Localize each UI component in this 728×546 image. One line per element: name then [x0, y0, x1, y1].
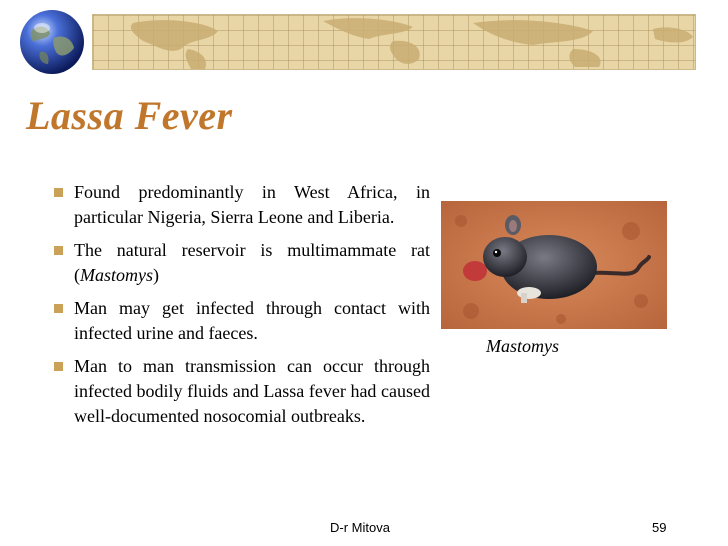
world-map-icon — [93, 15, 695, 69]
image-caption: Mastomys — [486, 336, 559, 356]
bullet-item — [52, 180, 430, 230]
bullet-text: Man to man transmission can occur through infected bodily fluids and Lassa fever had caused well-documented nosocomial outbreaks. — [74, 356, 430, 426]
globe-icon — [18, 8, 86, 76]
square-bullet-icon — [54, 304, 63, 313]
footer-author: D-r Mitova — [330, 520, 390, 535]
bullet-text: Man may get infected through contact with infected urine and faeces. — [74, 298, 430, 343]
square-bullet-icon — [54, 362, 63, 371]
slide-title: Lassa Fever — [26, 93, 233, 138]
square-bullet-icon — [54, 246, 63, 255]
square-bullet-icon — [54, 188, 63, 197]
world-map-banner — [92, 14, 696, 70]
bullet-italic-term: Mastomys — [80, 265, 153, 285]
rat-photo — [441, 201, 667, 329]
bullet-text: Found predominantly in West Africa, in particular Nigeria, Sierra Leone and Liberia. — [74, 182, 430, 227]
bullet-item — [52, 354, 430, 429]
bullet-item — [52, 238, 430, 288]
page-number: 59 — [652, 520, 667, 535]
bullet-list — [52, 180, 430, 437]
bullet-text-part: The natural reservoir is multimammate rat ( — [74, 240, 430, 285]
bullet-text-part: ) — [153, 265, 159, 285]
bullet-item — [52, 296, 430, 346]
